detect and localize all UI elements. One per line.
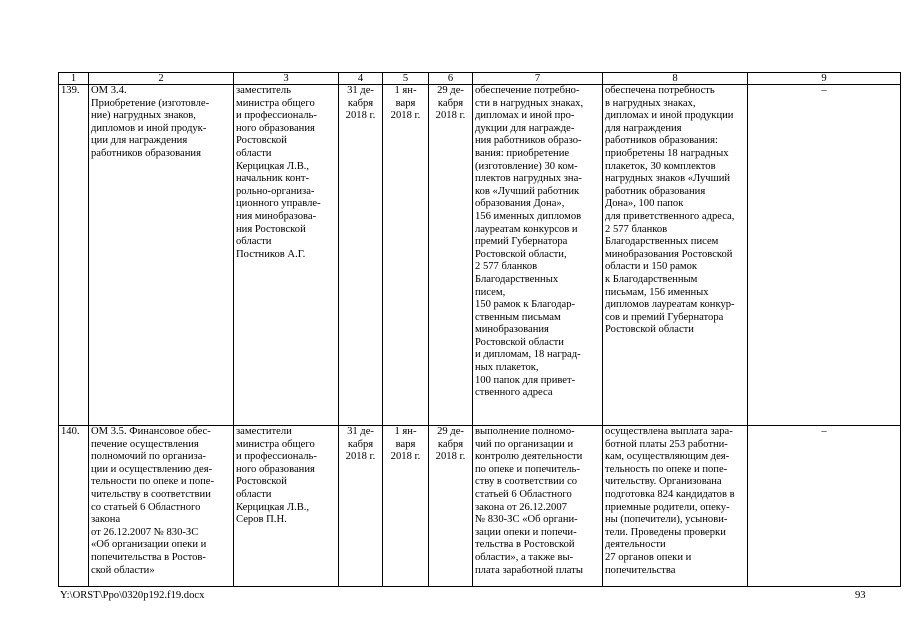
table-row (59, 85, 901, 426)
start-date: 1 ян- варя 2018 г. (383, 85, 429, 426)
row-number: 140. (59, 426, 89, 587)
column-number: 7 (473, 73, 603, 85)
actual-result: обеспечена потребность в нагрудных знаках, дипломах и иной продукции для награждения работников образования: приобретены 18 наградных плакеток, 30 комплектов нагрудных знаков «Лучший работник образования Дона», 100 папок для приветственного адреса, 2 577 бланков Благодарственных писем минобразования Ростовской области и 150 рамок к Благодарственным письмам, 156 именных дипломов лауреатам конкур- сов и премий Губернатора Ростовской области (603, 85, 748, 426)
responsible-executor: заместители министра общего и профессиональ- ного образования Ростовской области Керцицкая Л.В., Серов П.Н. (234, 426, 339, 587)
responsible-executor: заместитель министра общего и профессиональ- ного образования Ростовской области Керцицкая Л.В., начальник конт- рольно-организа- ционного управле- ния минобразова- ния Ростовской области Постников А.Г. (234, 85, 339, 426)
end-date: 29 де- кабря 2018 г. (429, 426, 473, 587)
measure-name: ОМ 3.4. Приобретение (изготовле- ние) нагрудных знаков, дипломов и иной продук- ции для награждения работников образования (89, 85, 234, 426)
column-number: 9 (748, 73, 901, 85)
planned-date: 31 де- кабря 2018 г. (339, 85, 383, 426)
report-table (58, 72, 901, 587)
column-number-row (59, 73, 901, 85)
note: – (748, 85, 901, 426)
measure-name: ОМ 3.5. Финансовое обес- печение осуществления полномочий по организа- ции и осуществлению дея- тельности по опеке и попе- чительству в соответствии со статьей 6 Областного закона от 26.12.2007 № 830-ЗС «Об организации опеки и попечительства в Ростов- ской области» (89, 426, 234, 587)
column-number: 6 (429, 73, 473, 85)
planned-result: обеспечение потребно- сти в нагрудных знаках, дипломах и иной про- дукции для награжде- ния работников образо- вания: приобретение (изготовление) 30 ком- плектов нагрудных зна- ков «Лучший работник образования Дона», 156 именных дипломов лауреатам конкурсов и премий Губернатора Ростовской области, 2 577 бланков Благодарственных писем, 150 рамок к Благодар- ственным письмам минобразования Ростовской области и дипломам, 18 наград- ных плакеток, 100 папок для привет- ственного адреса (473, 85, 603, 426)
column-number: 4 (339, 73, 383, 85)
planned-result: выполнение полномо- чий по организации и контролю деятельности по опеке и попечитель- ству в соответствии со статьей 6 Областного закона от 26.12.2007 № 830-ЗС «Об органи- зации опеки и попечи- тельства в Ростовской области», а также вы- плата заработной платы (473, 426, 603, 587)
column-number: 5 (383, 73, 429, 85)
column-number: 1 (59, 73, 89, 85)
footer-file-path: Y:\ORST\Ppo\0320p192.f19.docx (60, 590, 205, 601)
column-number: 2 (89, 73, 234, 85)
page-number: 93 (855, 590, 866, 601)
table-row (59, 426, 901, 587)
note: – (748, 426, 901, 587)
column-number: 8 (603, 73, 748, 85)
actual-result: осуществлена выплата зара- ботной платы 253 работни- кам, осуществляющим дея- тельность по опеке и попе- чительству. Организована подготовка 824 кандидатов в приемные родители, опеку- ны (попечители), усынови- тели. Проведены проверки деятельности 27 органов опеки и попечительства (603, 426, 748, 587)
end-date: 29 де- кабря 2018 г. (429, 85, 473, 426)
start-date: 1 ян- варя 2018 г. (383, 426, 429, 587)
column-number: 3 (234, 73, 339, 85)
planned-date: 31 де- кабря 2018 г. (339, 426, 383, 587)
row-number: 139. (59, 85, 89, 426)
